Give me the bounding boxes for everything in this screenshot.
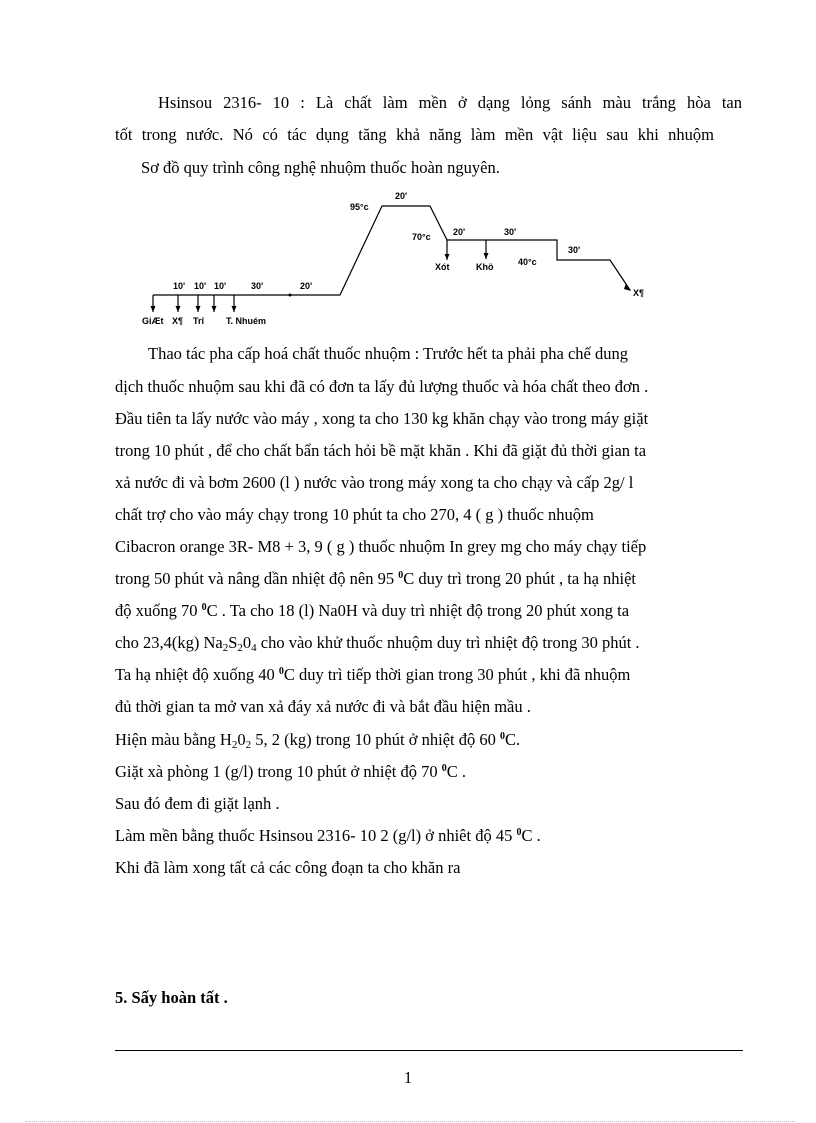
label-xa-end: X¶ — [633, 288, 645, 298]
body-line-15: Sau đó đem đi giặt lạnh . — [115, 794, 280, 813]
temp-95-label: 95°c — [350, 202, 369, 212]
intro-line-3: Sơ đồ quy trình công nghệ nhuộm thuốc hoàn nguyên. — [141, 158, 500, 177]
page-bottom-border — [25, 1121, 795, 1122]
dyeing-process-diagram — [130, 185, 690, 335]
footer-rule — [115, 1050, 743, 1051]
time-10-c: 10' — [214, 281, 227, 291]
body-line-3: Đầu tiên ta lấy nước vào máy , xong ta cho 130 kg khăn chạy vào trong máy giặt — [115, 409, 649, 428]
body-line-10: cho 23,4(kg) $Na_2S_20_4$ cho vào khử thuốc nhuộm duy trì nhiệt độ trong 30 phút . — [115, 633, 640, 654]
body-line-7: Cibacron orange 3R- M8 + 3, 9 ( g ) thuốc nhuộm In grey mg cho máy chạy tiếp — [115, 537, 647, 556]
time-10-a: 10' — [173, 281, 186, 291]
body-line-13: Hiện màu bằng $H_20_2$ 5, 2 (kg) trong 10 phút ở nhiệt độ 60 $^0$C. — [115, 730, 521, 751]
time-30-mid: 30' — [504, 227, 517, 237]
body-line-6: chất trợ cho vào máy chạy trong 10 phút ta cho 270, 4 ( g ) thuốc nhuộm — [115, 505, 594, 524]
time-20-left: 20' — [300, 281, 313, 291]
intro-line-1: Hsinsou 2316- 10 : Là chất làm mền ở dạng lỏng sánh màu trắng hòa tan — [158, 93, 742, 112]
body-line-14: Giặt xà phòng 1 (g/l) trong 10 phút ở nhiệt độ 70 $^0$C . — [115, 762, 467, 781]
time-30-right: 30' — [568, 245, 581, 255]
temp-70-label: 70°c — [412, 232, 431, 242]
time-30-left: 30' — [251, 281, 264, 291]
intro-line-2: tốt trong nước. Nó có tác dụng tăng khả năng làm mền vật liệu sau khi nhuộm — [115, 125, 714, 144]
body-line-5: xả nước đi và bơm 2600 (l ) nước vào trong máy xong ta cho chạy và cấp 2g/ l — [115, 473, 634, 492]
time-10-b: 10' — [194, 281, 207, 291]
body-line-2: dịch thuốc nhuộm sau khi đã có đơn ta lấy đủ lượng thuốc và hóa chất theo đơn . — [115, 377, 649, 396]
label-tri: Trî — [193, 316, 205, 326]
label-xa: X¶ — [172, 316, 184, 326]
page-number: 1 — [403, 1068, 413, 1087]
time-20-top: 20' — [395, 191, 408, 201]
label-xut: Xót — [435, 262, 450, 272]
body-line-1: Thao tác pha cấp hoá chất thuốc nhuộm : Trước hết ta phải pha chế dung — [148, 344, 628, 363]
body-line-16: Làm mền bằng thuốc Hsinsou 2316- 10 2 (g/l) ở nhiêt độ 45 $^0$C . — [115, 826, 541, 845]
body-line-12: đủ thời gian ta mở van xả đáy xả nước đi và bắt đầu hiện mầu . — [115, 697, 531, 716]
body-line-4: trong 10 phút , để cho chất bẩn tách hỏi bề mặt khăn . Khi đã giặt đủ thời gian ta — [115, 441, 647, 460]
label-giat: GiÆt — [142, 316, 164, 326]
temp-40-label: 40°c — [518, 257, 537, 267]
body-line-17: Khi đã làm xong tất cả các công đoạn ta cho khăn ra — [115, 858, 461, 877]
time-20-mid: 20' — [453, 227, 466, 237]
arrow-head-xa — [624, 283, 631, 291]
diagram-dot — [289, 294, 292, 297]
body-line-8: trong 50 phút và nâng dần nhiệt độ nên 95 $^0$C duy trì trong 20 phút , ta hạ nhiệt — [115, 569, 637, 588]
body-line-11: Ta hạ nhiệt độ xuống 40 $^0$C duy trì tiếp thời gian trong 30 phút , khi đã nhuộm — [115, 665, 631, 684]
label-khu: Khö — [476, 262, 494, 272]
body-line-9: độ xuống 70 $^0$C . Ta cho 18 (l) Na0H và duy trì nhiệt độ trong 20 phút xong ta — [115, 601, 630, 620]
label-t-nhuom: T. Nhuém — [226, 316, 267, 326]
section-heading: 5. Sấy hoàn tất . — [115, 988, 228, 1007]
